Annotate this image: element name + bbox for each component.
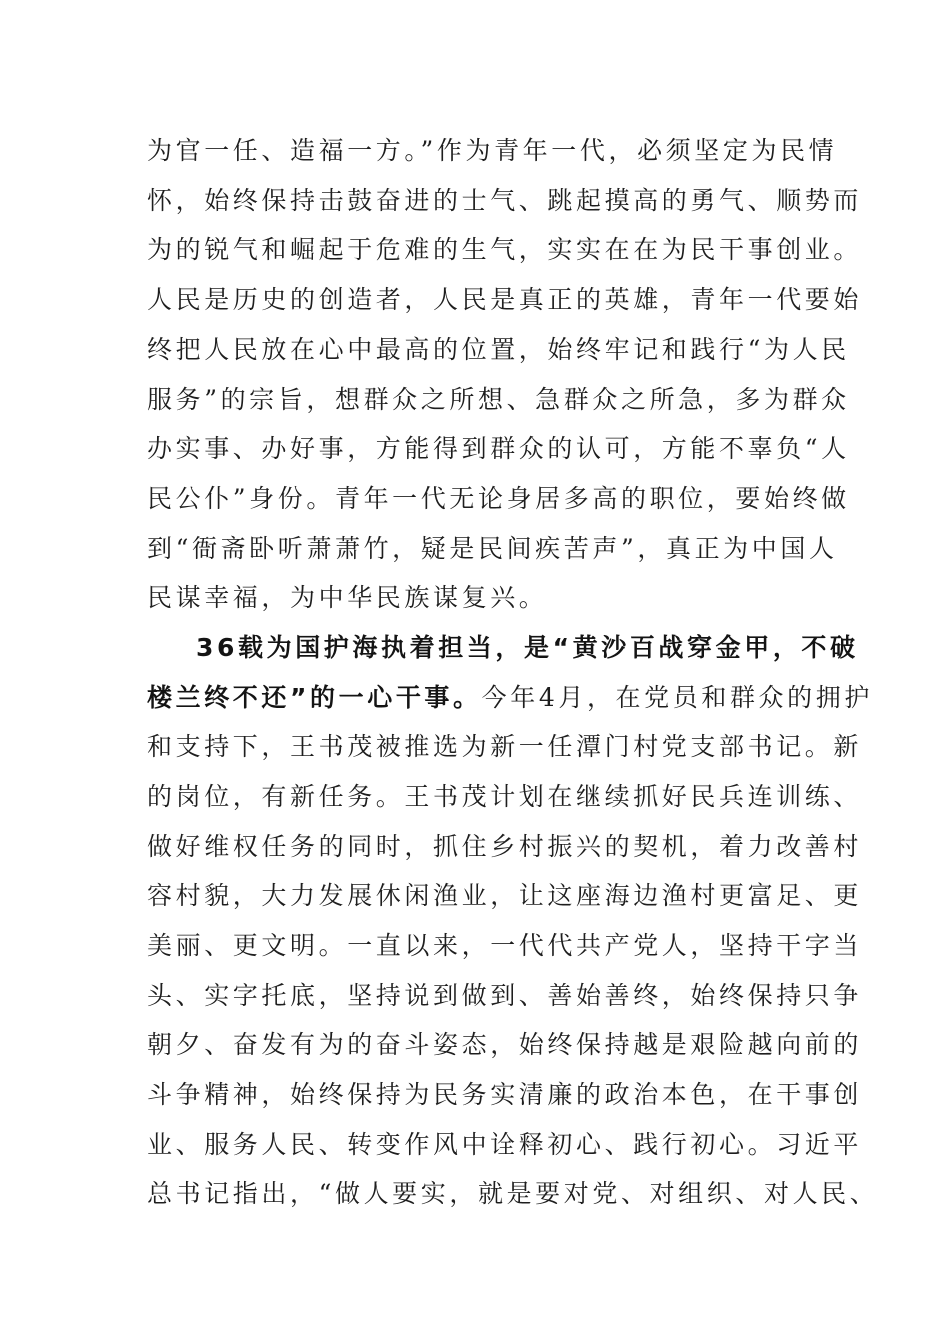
text-line [147, 678, 873, 718]
text-line: 业、服务人民、转变作风中诠释初心、践行初心。习近平 [147, 1130, 863, 1159]
text-line: 民谋幸福，为中华民族谋复兴。 [147, 583, 548, 612]
text-line: 和支持下，王书茂被推选为新一任潭门村党支部书记。新 [147, 732, 863, 761]
text-line: 办实事、办好事，方能得到群众的认可，方能不辜负“人 [147, 434, 850, 463]
text-line: 美丽、更文明。一直以来，一代代共产党人，坚持干字当 [147, 931, 863, 960]
text-line: 的岗位，有新任务。王书茂计划在继续抓好民兵连训练、 [147, 782, 863, 811]
text-line: 怀，始终保持击鼓奋进的士气、跳起摸高的勇气、顺势而 [147, 186, 863, 215]
text-line: 终把人民放在心中最高的位置，始终牢记和践行“为人民 [147, 335, 850, 364]
text-line: 总书记指出，“做人要实，就是要对党、对组织、对人民、 [147, 1179, 879, 1208]
text-line: 人民是历史的创造者，人民是真正的英雄，青年一代要始 [147, 285, 863, 314]
text-line: 做好维权任务的同时，抓住乡村振兴的契机，着力改善村 [147, 832, 863, 861]
text-line: 为官一任、造福一方。”作为青年一代，必须坚定为民情 [147, 136, 838, 165]
text-line: 服务”的宗旨，想群众之所想、急群众之所急，多为群众 [147, 385, 850, 414]
text-line: 朝夕、奋发有为的奋斗姿态，始终保持越是艰险越向前的 [147, 1030, 863, 1059]
text-line: 民公仆”身份。青年一代无论身居多高的职位，要始终做 [147, 484, 850, 513]
text-line: 容村貌，大力发展休闲渔业，让这座海边渔村更富足、更 [147, 881, 863, 910]
paragraph-heading-end: 楼兰终不还”的一心干事。 [147, 683, 482, 712]
text-line: 头、实字托底，坚持说到做到、善始善终，始终保持只争 [147, 981, 863, 1010]
text-span: 今年4月，在党员和群众的拥护 [481, 683, 873, 712]
text-line: 斗争精神，始终保持为民务实清廉的政治本色，在干事创 [147, 1080, 863, 1109]
text-line: 为的锐气和崛起于危难的生气，实实在在为民干事创业。 [147, 235, 863, 264]
paragraph-heading: 36载为国护海执着担当，是“黄沙百战穿金甲，不破 [196, 633, 859, 662]
text-line: 到“衙斋卧听萧萧竹，疑是民间疾苦声”，真正为中国人 [147, 534, 838, 563]
